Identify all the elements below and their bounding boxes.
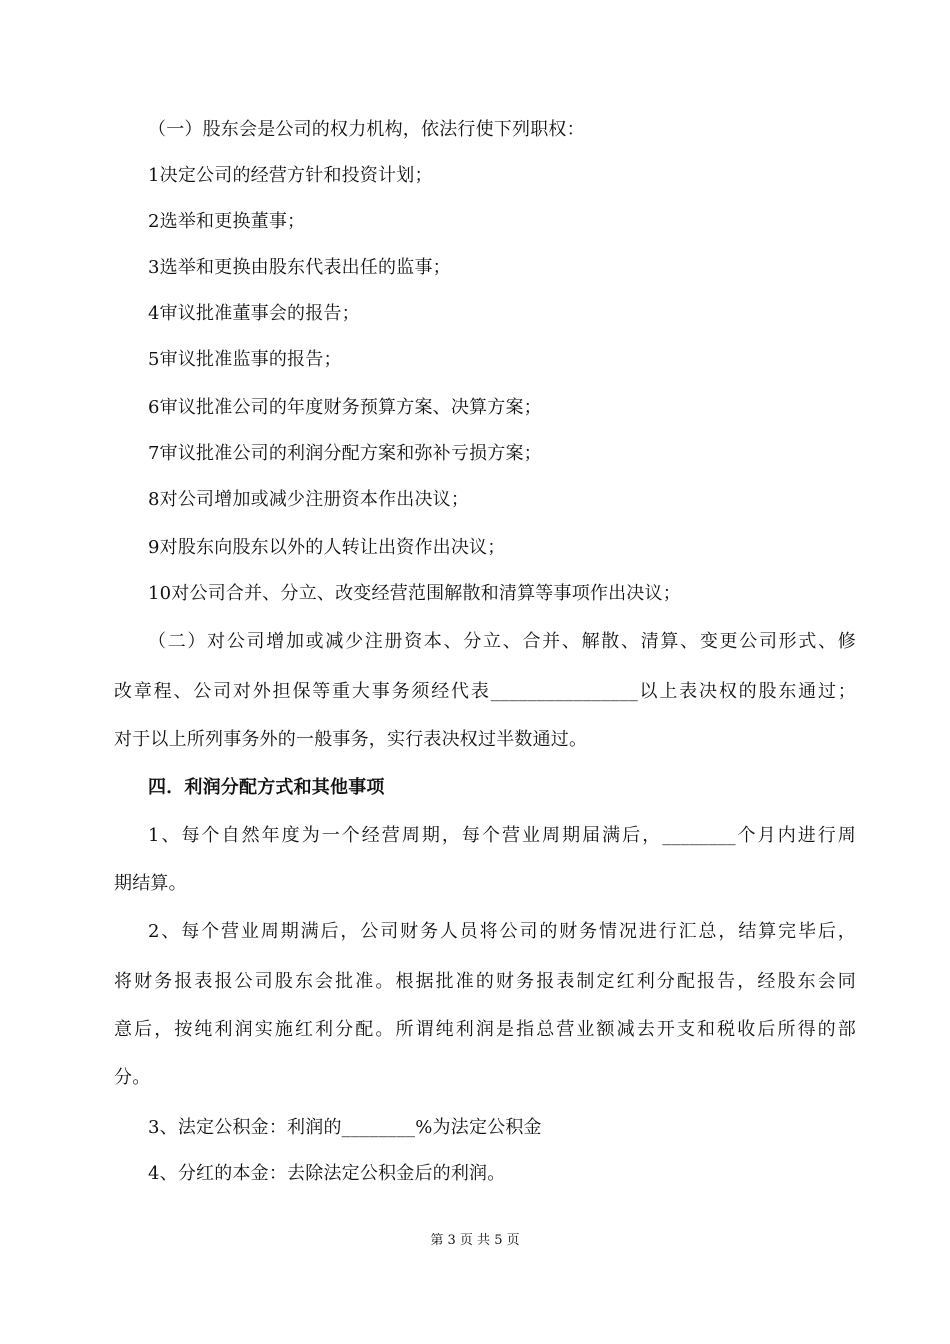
list-item: 8对公司增加或减少注册资本作出决议； (148, 489, 470, 510)
section-heading: 四．利润分配方式和其他事项 (148, 777, 385, 798)
paragraph-line: （一）股东会是公司的权力机构，依法行使下列职权： (148, 119, 585, 140)
list-item: 1决定公司的经营方针和投资计划； (148, 165, 433, 186)
list-item: 7审议批准公司的利润分配方案和弥补亏损方案； (148, 443, 542, 464)
list-item: 2选举和更换董事； (148, 211, 306, 232)
paragraph-line: 2、每个营业周期满后，公司财务人员将公司的财务情况进行汇总，结算完毕后， (148, 921, 856, 942)
paragraph-line: 对于以上所列事务外的一般事务，实行表决权过半数通过。 (114, 729, 588, 750)
paragraph-line: 1、每个自然年度为一个经营周期，每个营业周期届满后，________个月内进行周 (148, 825, 856, 846)
list-item: 9对股东向股东以外的人转让出资作出决议； (148, 537, 506, 558)
paragraph-line: 改章程、公司对外担保等重大事务须经代表________________以上表决权的股东通过； (114, 681, 856, 702)
paragraph-line: 3、法定公积金：利润的________%为法定公积金 (148, 1117, 542, 1138)
list-item: 10对公司合并、分立、改变经营范围解散和清算等事项作出决议； (148, 583, 681, 604)
list-item: 4审议批准董事会的报告； (148, 303, 360, 324)
list-item: 3选举和更换由股东代表出任的监事； (148, 257, 451, 278)
paragraph-line: 将财务报表报公司股东会批准。根据批准的财务报表制定红利分配报告，经股东会同 (114, 971, 856, 992)
paragraph-line: 意后，按纯利润实施红利分配。所谓纯利润是指总营业额减去开支和税收后所得的部 (114, 1019, 856, 1040)
paragraph-line: （二）对公司增加或减少注册资本、分立、合并、解散、清算、变更公司形式、修 (148, 631, 856, 652)
list-item: 5审议批准监事的报告； (148, 349, 342, 370)
paragraph-line: 分。 (114, 1067, 151, 1088)
list-item: 6审议批准公司的年度财务预算方案、决算方案； (148, 397, 542, 418)
paragraph-line: 期结算。 (114, 873, 187, 894)
page-number-footer: 第 3 页 共 5 页 (430, 1233, 520, 1248)
paragraph-line: 4、分红的本金：去除法定公积金后的利润。 (148, 1163, 506, 1184)
